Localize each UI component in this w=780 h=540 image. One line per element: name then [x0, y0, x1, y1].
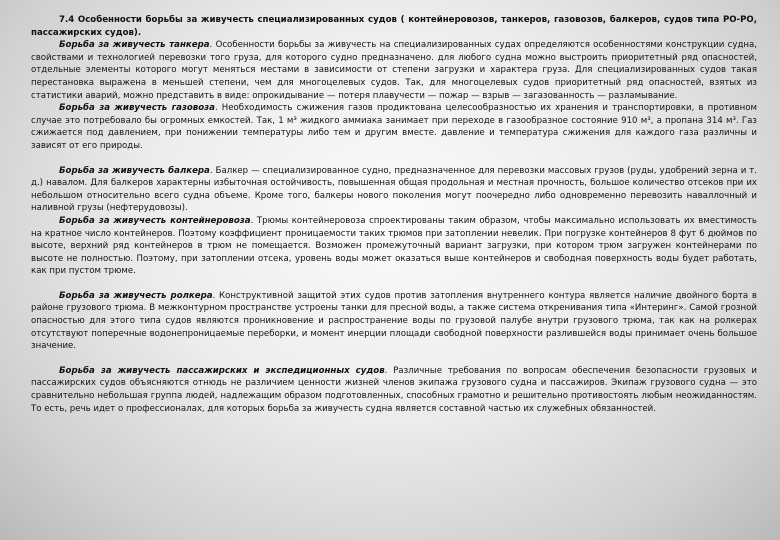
body-container-ship: . Трюмы контейнеровоза спроектированы таким образом, чтобы максимально использовать их вместимость на кратное число контейнеров. Поэтому коэффициент проницаемости таких трюмов при затоплении невелик. При погрузке контейнеров 8 фут 6 дюймов по высоте, верхний ряд контейнеров в трюм не помещается. Возможен промежуточный вариант загрузки, при котором трюм загружен контейнерами по высоте не полностью. Поэтому, при затоплении отсека, уровень воды может оказаться выше контейнеров и свободная поверхность воды будет работать, как при пустом трюме. [31, 215, 757, 277]
paragraph-passenger [31, 365, 757, 415]
section-title [31, 14, 757, 39]
paragraph-roro [31, 290, 757, 353]
lead-roro: Борьба за живучесть ролкера [59, 290, 213, 301]
paragraph-bulker [31, 165, 757, 215]
paragraph-gas-carrier [31, 102, 757, 152]
body-gas-carrier: . Необходимость сжижения газов продиктована целесообразностью их хранения и транспортировки, в противном случае это потребовало бы огромных емкостей. Так, 1 м³ жидкого аммиака занимает при переходе в газообразное состояние 910 м³, а пропана 314 м³. Газ сжижается под давлением, при понижении температуры либо тем и другим вместе. давление и температура сжижения для каждого газа различны и зависят от его природы. [31, 103, 757, 151]
lead-bulker: Борьба за живучесть балкера [59, 165, 210, 176]
lead-container-ship: Борьба за живучесть контейнеровоза [59, 215, 251, 226]
body-roro: . Конструктивной защитой этих судов против затопления внутреннего контура является наличие двойного борта в районе грузового трюма. В межконтурном пространстве устроены танки для пресной воды, а также система откренивания типа «Интеринг». Самой грозной опасностью для этого типа судов являются проникновение и распространение воды по грузовой палубе внутри грузового трюма, так как на ролкерах отсутствуют поперечные водонепроницаемые переборки, и момент инерции площади свободной поверхности разлившейся воды принимает очень большое значение. [31, 290, 757, 352]
body-bulker: . Балкер — специализированное судно, предназначенное для перевозки массовых грузов (руды, удобрений зерна и т. д.) навалом. Для балкеров характерны избыточная остойчивость, повышенная общая продольная и местная прочность, большое количество отсеков при их небольшом относительно всего судна объеме. Кроме того, балкеры нового поколения могут поочередно либо одновременно перевозить наваллочный и наливной грузы (нефтерудовозы). [31, 165, 757, 214]
title-text: 7.4 Особенности борьбы за живучесть специализированных судов ( контейнеровозов, танкеров, газовозов, балкеров, судов типа РО-РО, пассажирских судов). [31, 15, 757, 38]
document-text [31, 14, 757, 415]
lead-passenger: Борьба за живучесть пассажирских и экспедиционных судов [59, 365, 385, 376]
body-passenger: . Различные требования по вопросам обеспечения безопасности грузовых и пассажирских судов объясняются отнюдь не различием ценности жизней членов экипажа грузового судна и пассажиров. Экипаж грузового судна — это сравнительно небольшая группа людей, надлежащим образом подготовленных, способных грамотно и решительно противостоять любым неожиданностям. То есть, речь идет о профессионалах, для которых борьба за живучесть судна является составной частью их служебных обязанностей. [31, 365, 757, 414]
lead-gas-carrier: Борьба за живучесть газовоза [59, 103, 215, 114]
paragraph-tanker [31, 39, 757, 102]
lead-tanker: Борьба за живучесть танкера [59, 40, 210, 51]
paragraph-container-ship [31, 215, 757, 278]
body-tanker: . Особенности борьбы за живучесть на специализированных судах определяются особенностями конструкции судна, свойствами и технологией перевозки того груза, для которого судно предназначено. для любого судна можно выстроить приоритетный ряд опасностей, отдельные элементы которого могут меняться местами в зависимости от степени загрузки и характера груза. Для специализированных судов такая перестановка выражена в меньшей степени, чем для многоцелевых судов. Так, для многоцелевых судов приоритетный ряд опасностей, взятых из статистики аварий, можно представить в виде: опрокидывание — потеря плавучести — пожар — взрыв — загазованность — разламывание. [31, 40, 757, 101]
